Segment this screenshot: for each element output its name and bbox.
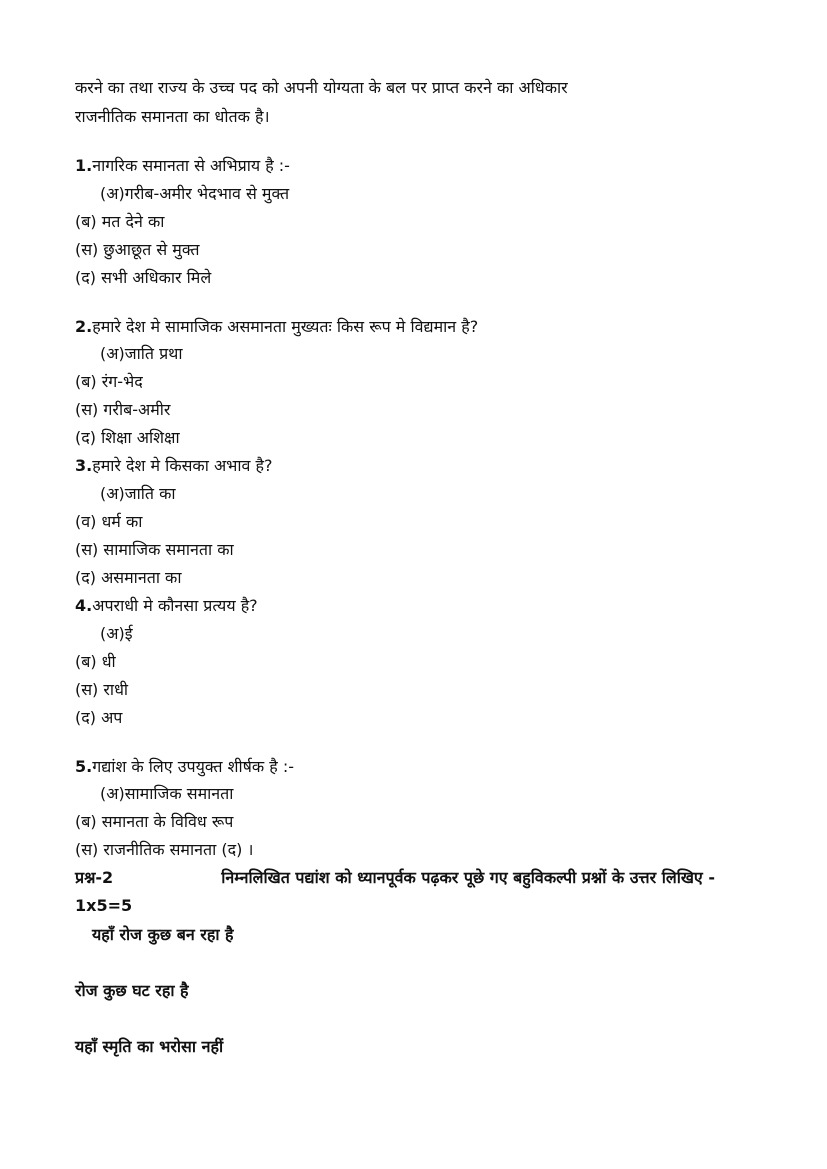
q5-option-a: (अ)सामाजिक समानता [100,784,234,803]
question-1 [75,155,290,177]
poem-line-3: यहाँ स्मृति का भरोसा नहीं [75,1037,224,1056]
poem-line-1: यहाँ रोज कुछ बन रहा है [92,925,234,944]
question-4 [75,595,258,617]
section-marks: 1x5=5 [75,896,133,915]
intro-line-2: राजनीतिक समानता का धोतक है। [75,107,270,126]
q2-option-c: (स) गरीब-अमीर [75,400,171,419]
q1-option-a: (अ)गरीब-अमीर भेदभाव से मुक्त [100,184,290,203]
question-text: हमारे देश मे सामाजिक असमानता मुख्यतः किस रूप मे विद्यमान है? [92,317,479,336]
q3-option-c: (स) सामाजिक समानता का [75,540,234,559]
intro-line-1: करने का तथा राज्य के उच्च पद को अपनी योग्यता के बल पर प्राप्त करने का अधिकार [75,78,568,97]
question-number: 5. [75,757,93,776]
q1-option-c: (स) छुआछूत से मुक्त [75,240,200,259]
question-number: 3. [75,456,93,475]
section-label: प्रश्न-2 [75,868,114,887]
question-text: हमारे देश मे किसका अभाव है? [92,456,273,475]
q5-option-b: (ब) समानता के विविध रूप [75,812,234,831]
question-number: 1. [75,156,93,175]
section-instruction: निम्नलिखित पद्यांश को ध्यानपूर्वक पढ़कर पूछे गए बहुविकल्पी प्रश्नों के उत्तर लिखिए - [221,868,715,887]
q4-option-b: (ब) धी [75,652,116,671]
question-number: 2. [75,317,93,336]
q2-option-a: (अ)जाति प्रथा [100,344,183,363]
question-text: नागरिक समानता से अभिप्राय है :- [92,156,290,175]
q5-option-c: (स) राजनीतिक समानता (द) । [75,840,254,859]
question-2 [75,316,478,338]
q3-option-d: (द) असमानता का [75,568,182,587]
q4-option-a: (अ)ई [100,624,133,643]
question-text: गद्यांश के लिए उपयुक्त शीर्षक है :- [92,757,295,776]
poem-line-2: रोज कुछ घट रहा है [75,981,189,1000]
q1-option-d: (द) सभी अधिकार मिले [75,268,212,287]
q2-option-b: (ब) रंग-भेद [75,372,143,391]
question-5 [75,756,294,778]
q3-option-a: (अ)जाति का [100,484,176,503]
q2-option-d: (द) शिक्षा अशिक्षा [75,428,180,447]
question-number: 4. [75,596,93,615]
q4-option-c: (स) राधी [75,680,129,699]
q1-option-b: (ब) मत देने का [75,212,165,231]
question-text: अपराधी मे कौनसा प्रत्यय है? [92,596,258,615]
section-2-heading [75,867,715,889]
q4-option-d: (द) अप [75,708,123,727]
q3-option-b: (व) धर्म का [75,512,143,531]
question-3 [75,455,273,477]
